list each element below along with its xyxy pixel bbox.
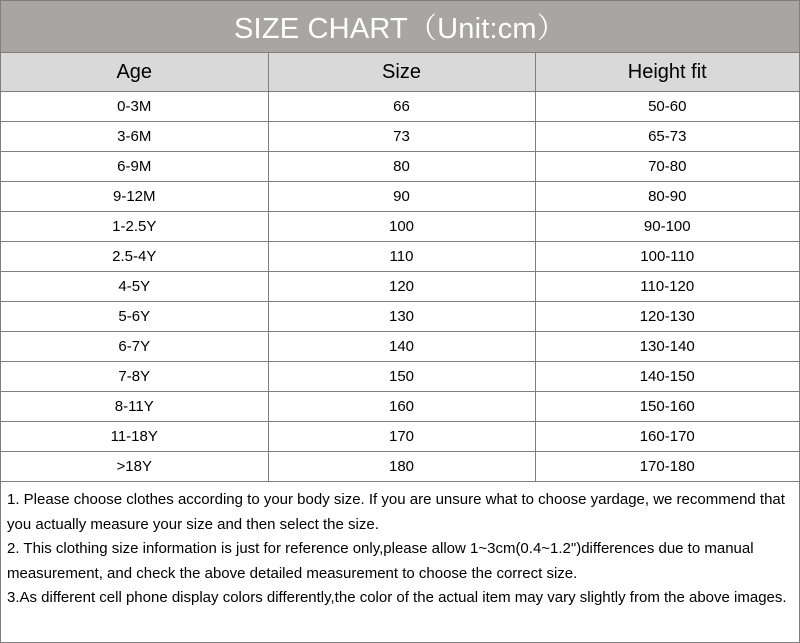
table-row (1, 452, 799, 482)
age-cell: 4-5Y (1, 272, 268, 302)
age-cell: 1-2.5Y (1, 212, 268, 242)
age-cell: 7-8Y (1, 362, 268, 392)
size-cell: 140 (268, 332, 535, 362)
age-cell: >18Y (1, 452, 268, 482)
notes-section (1, 482, 799, 611)
height-fit-cell: 100-110 (535, 242, 799, 272)
age-cell: 8-11Y (1, 392, 268, 422)
age-cell: 9-12M (1, 182, 268, 212)
size-cell: 66 (268, 92, 535, 122)
height-fit-cell: 160-170 (535, 422, 799, 452)
table-row (1, 392, 799, 422)
table-row (1, 422, 799, 452)
age-cell: 2.5-4Y (1, 242, 268, 272)
size-cell: 73 (268, 122, 535, 152)
table-row (1, 182, 799, 212)
chart-title: SIZE CHART（Unit:cm） (1, 1, 799, 53)
height-fit-cell: 70-80 (535, 152, 799, 182)
table-header-row (1, 53, 799, 92)
table-row (1, 362, 799, 392)
age-cell: 6-7Y (1, 332, 268, 362)
size-cell: 170 (268, 422, 535, 452)
table-row (1, 332, 799, 362)
table-row (1, 272, 799, 302)
size-cell: 120 (268, 272, 535, 302)
note-1: 1. Please choose clothes according to your body size. If you are unsure what to choose yardage, we recommend that you actually measure your size and then select the size. (7, 491, 785, 533)
table-row (1, 242, 799, 272)
table-row (1, 92, 799, 122)
column-header-height-fit: Height fit (535, 53, 799, 92)
size-cell: 160 (268, 392, 535, 422)
size-cell: 100 (268, 212, 535, 242)
note-2: 2. This clothing size information is just for reference only,please allow 1~3cm(0.4~1.2")differences due to manual measurement, and check the above detailed measurement to choose the correct size. (7, 540, 754, 582)
age-cell: 11-18Y (1, 422, 268, 452)
size-cell: 90 (268, 182, 535, 212)
table-row (1, 212, 799, 242)
size-cell: 80 (268, 152, 535, 182)
height-fit-cell: 130-140 (535, 332, 799, 362)
column-header-age: Age (1, 53, 268, 92)
column-header-size: Size (268, 53, 535, 92)
height-fit-cell: 80-90 (535, 182, 799, 212)
table-row (1, 152, 799, 182)
age-cell: 6-9M (1, 152, 268, 182)
size-cell: 150 (268, 362, 535, 392)
age-cell: 0-3M (1, 92, 268, 122)
size-cell: 180 (268, 452, 535, 482)
age-cell: 3-6M (1, 122, 268, 152)
size-cell: 110 (268, 242, 535, 272)
table-row (1, 302, 799, 332)
size-table (1, 53, 799, 482)
height-fit-cell: 90-100 (535, 212, 799, 242)
note-3: 3.As different cell phone display colors differently,the color of the actual item may vary slightly from the above images. (7, 589, 787, 607)
height-fit-cell: 110-120 (535, 272, 799, 302)
height-fit-cell: 140-150 (535, 362, 799, 392)
size-cell: 130 (268, 302, 535, 332)
height-fit-cell: 150-160 (535, 392, 799, 422)
age-cell: 5-6Y (1, 302, 268, 332)
height-fit-cell: 120-130 (535, 302, 799, 332)
height-fit-cell: 170-180 (535, 452, 799, 482)
height-fit-cell: 65-73 (535, 122, 799, 152)
table-row (1, 122, 799, 152)
height-fit-cell: 50-60 (535, 92, 799, 122)
